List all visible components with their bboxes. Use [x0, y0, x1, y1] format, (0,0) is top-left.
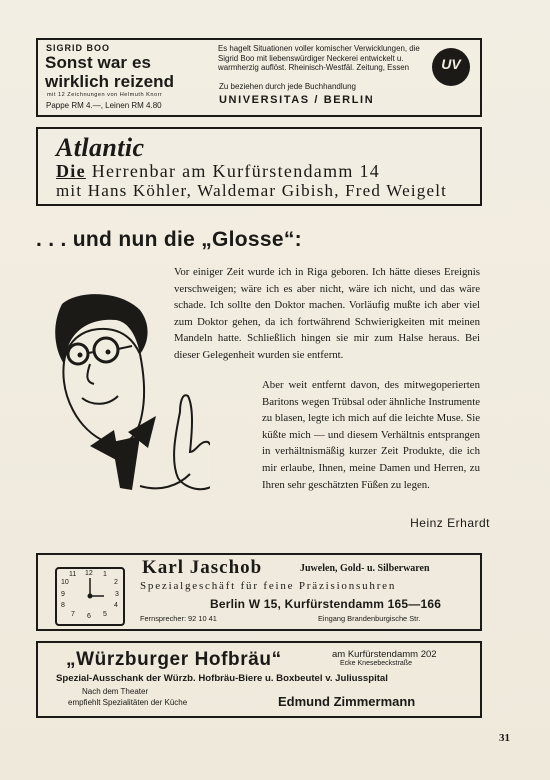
jeweler-specialty: Spezialgeschäft für feine Präzisionsuhren: [140, 580, 397, 592]
clock-number: 11: [69, 571, 77, 578]
clock-number: 9: [61, 591, 65, 598]
book-title-line1: Sonst war es: [45, 53, 152, 72]
universitas-logo: [432, 48, 470, 86]
clock-number: 5: [103, 611, 107, 618]
clock-hands: [57, 569, 123, 624]
bookshop-note: Zu beziehen durch jede Buchhandlung: [219, 82, 356, 91]
ad-atlantic: [36, 127, 482, 206]
restaurant-name: „Würzburger Hofbräu“: [66, 649, 282, 670]
book-title-line2: wirklich reizend: [45, 72, 175, 91]
jeweler-phone: Fernsprecher: 92 10 41: [140, 614, 217, 623]
bar-address: [56, 161, 380, 182]
clock-number: 6: [87, 613, 91, 620]
clock-number: 8: [61, 602, 65, 609]
jeweler-address: Berlin W 15, Kurfürstendamm 165—166: [210, 597, 442, 611]
clock-icon: [55, 567, 125, 626]
after-theater-line1: Nach dem Theater: [82, 687, 149, 696]
jeweler-entrance: Eingang Brandenburgische Str.: [318, 614, 421, 623]
press-review: Es hagelt Situationen voller komischer Verwicklungen, die Sigrid Boo mit liebenswürdiger Neckerei entwickelt u. warmherzig auflöst. Rheinisch-Westfäl. Zeitung, Essen: [218, 44, 420, 72]
restaurant-location-line1: am Kurfürstendamm 202: [332, 649, 437, 660]
jeweler-name: Karl Jaschob: [142, 557, 263, 578]
jeweler-tagline: Juwelen, Gold- u. Silberwaren: [300, 563, 430, 574]
ad-sigrid-boo: [36, 38, 482, 117]
restaurant-owner: Edmund Zimmermann: [278, 694, 416, 709]
clock-number: 12: [85, 570, 93, 577]
bar-address-rest: Herrenbar am Kurfürstendamm 14: [85, 161, 381, 181]
ad-author: SIGRID BOO: [46, 43, 111, 53]
bar-name: Atlantic: [56, 133, 145, 162]
clock-number: 2: [114, 579, 118, 586]
article-paragraph-upper: Vor einiger Zeit wurde ich in Riga geboren. Ich hätte dieses Ereignis verschweigen; wäre ich es aber nicht, wäre ich nicht, und das wäre schade. Ich sollte den Doktor machen. Vorläufig mußte ich aber viel zum Doktor gehen, da ich fortwährend Schwierigkeiten mit meinen Mandeln hatte. Schließlich hingen sie mir zum Halse heraus. Bei dieser Gelegenheit wurden sie entfernt.: [174, 266, 480, 361]
clock-number: 3: [115, 591, 119, 598]
bar-musicians: mit Hans Köhler, Waldemar Gibish, Fred Weigelt: [56, 181, 448, 200]
clock-number: 1: [103, 571, 107, 578]
page-number: 31: [499, 732, 510, 744]
die-label: Die: [56, 161, 86, 181]
article-author: Heinz Erhardt: [410, 516, 490, 530]
article-text-lower: [262, 377, 480, 493]
restaurant-location-line2: Ecke Knesebeckstraße: [340, 660, 412, 667]
after-theater-line2: empfiehlt Spezialitäten der Küche: [68, 698, 188, 707]
clock-number: 7: [71, 611, 75, 618]
restaurant-specialty: Spezial-Ausschank der Würzb. Hofbräu-Biere u. Boxbeutel v. Juliusspital: [56, 673, 388, 684]
logo-text: UV: [441, 56, 461, 72]
clock-number: 4: [114, 602, 118, 609]
article-text-upper: [174, 264, 480, 364]
price: Pappe RM 4.—, Leinen RM 4.80: [46, 101, 162, 110]
illustration-credit: mit 12 Zeichnungen von Helmuth Knorr: [47, 92, 163, 98]
article-paragraph-lower: Aber weit entfernt davon, des mitwegoperierten Baritons wegen Trübsal oder ähnliche Instrumente zu blasen, legte ich mich auf die leichte Muse. Sie küßte mich — und diesem Verhältnis entsprangen in verhältnismäßig kurzer Zeit Produkte, die ich mir erlaube, Ihnen, meine Damen und Herren, zu Ihren sehr geschätzten Füßen zu legen.: [262, 379, 480, 491]
clock-number: 10: [61, 579, 69, 586]
publisher-name: UNIVERSITAS / BERLIN: [219, 94, 375, 106]
article-heading: . . . und nun die „Glosse“:: [36, 228, 302, 251]
